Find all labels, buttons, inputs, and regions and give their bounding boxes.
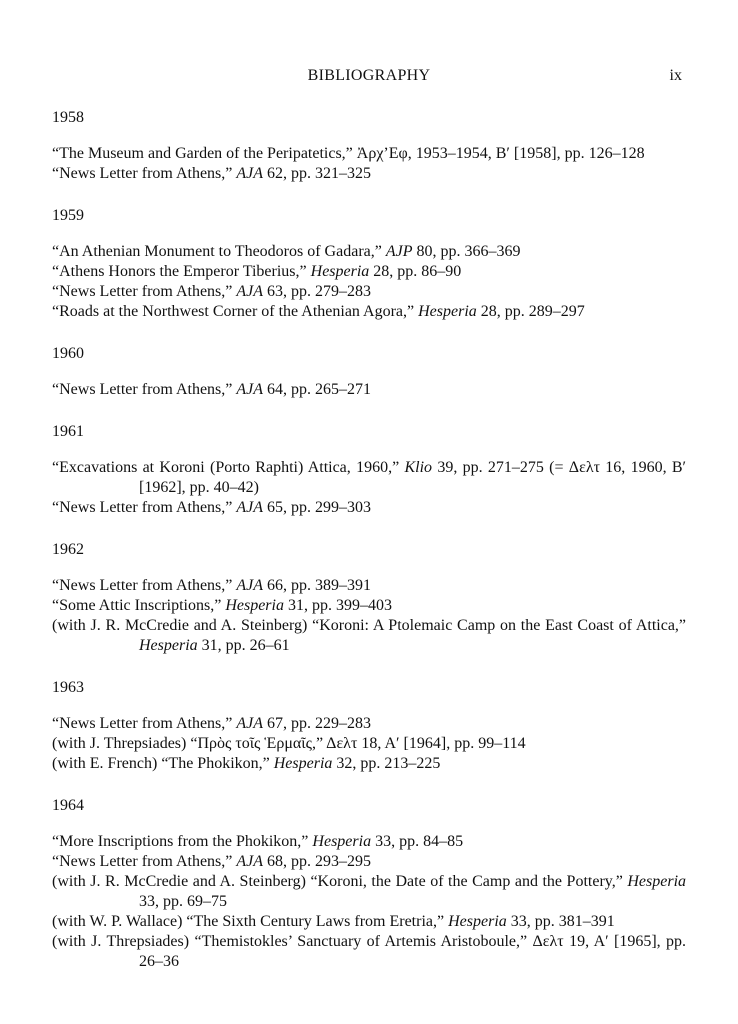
entry-journal: Hesperia: [627, 873, 687, 890]
entry-details: 33, pp. 84–85: [375, 833, 464, 850]
entry-journal: Hesperia: [448, 913, 507, 930]
entry-title: “Athens Honors the Emperor Tiberius,”: [52, 263, 307, 280]
entry-journal: Klio: [404, 459, 433, 476]
bibliography-entry: [52, 262, 686, 282]
entry-journal: Hesperia: [418, 303, 477, 320]
entry-journal: Hesperia: [312, 833, 372, 850]
bibliography-entry: [52, 596, 686, 616]
entry-journal: AJP: [385, 243, 413, 260]
bibliography-entry: [52, 616, 686, 656]
bibliography-entry: [52, 872, 686, 912]
entry-journal: Hesperia: [225, 597, 284, 614]
year-heading-1962: 1962: [52, 541, 84, 558]
bibliography-entry: [52, 164, 686, 184]
bibliography-entry: [52, 144, 686, 164]
entry-details: 68, pp. 293–295: [267, 853, 372, 870]
entry-title: “Some Attic Inscriptions,”: [52, 597, 222, 614]
bibliography-entry: [52, 380, 686, 400]
entries-1958: [52, 144, 686, 184]
entry-details: 67, pp. 229–283: [267, 715, 372, 732]
entry-details: 33, pp. 69–75: [139, 893, 227, 910]
entry-journal: AJA: [236, 715, 264, 732]
entry-details: Δελτ 18, Α′ [1964], pp. 99–114: [326, 735, 526, 752]
entry-coauthors: (with E. French): [52, 755, 158, 772]
entry-journal: Hesperia: [273, 755, 333, 772]
bibliography-entry: [52, 576, 686, 596]
year-heading-1960: 1960: [52, 345, 84, 362]
entry-journal: Hesperia: [139, 637, 198, 654]
entry-details: Δελτ 19, Α′ [1965], pp. 26–36: [139, 933, 687, 970]
entry-journal: Hesperia: [310, 263, 370, 280]
bibliography-entry: [52, 852, 686, 872]
entry-journal: AJA: [236, 577, 264, 594]
page-header-title: BIBLIOGRAPHY: [307, 67, 431, 84]
entry-coauthors: (with J. R. McCredie and A. Steinberg): [52, 873, 306, 890]
entry-journal: AJA: [236, 381, 264, 398]
entries-1963: [52, 714, 686, 774]
entries-1962: [52, 576, 686, 656]
bibliography-entry: [52, 498, 686, 518]
entry-title: “Koroni: A Ptolemaic Camp on the East Coast of Attica,”: [312, 617, 687, 634]
entry-journal: AJA: [236, 283, 264, 300]
bibliography-entry: [52, 458, 686, 498]
entry-title: “News Letter from Athens,”: [52, 165, 233, 182]
year-heading-1964: 1964: [52, 797, 84, 814]
bibliography-entry: [52, 302, 686, 322]
entries-1960: [52, 380, 686, 400]
entry-title: “News Letter from Athens,”: [52, 283, 233, 300]
bibliography-entry: [52, 912, 686, 932]
bibliography-entry: [52, 714, 686, 734]
entry-title: “News Letter from Athens,”: [52, 499, 233, 516]
entry-details: 33, pp. 381–391: [510, 913, 615, 930]
entry-details: 65, pp. 299–303: [267, 499, 372, 516]
entry-journal: AJA: [236, 165, 264, 182]
entry-title: “The Sixth Century Laws from Eretria,”: [186, 913, 445, 930]
bibliography-entry: [52, 832, 686, 852]
bibliography-body: [52, 108, 686, 994]
entry-title: “The Museum and Garden of the Peripatetics,”: [52, 145, 353, 162]
entry-details: 66, pp. 389–391: [267, 577, 372, 594]
entries-1959: [52, 242, 686, 322]
entry-coauthors: (with J. R. McCredie and A. Steinberg): [52, 617, 308, 634]
entry-title: “Excavations at Koroni (Porto Raphti) Attica, 1960,”: [52, 459, 400, 476]
entry-details: 28, pp. 289–297: [480, 303, 585, 320]
entry-details: 32, pp. 213–225: [336, 755, 441, 772]
entry-journal: AJA: [236, 853, 264, 870]
year-heading-1958: 1958: [52, 109, 84, 126]
entry-title: “News Letter from Athens,”: [52, 381, 233, 398]
entry-coauthors: (with W. P. Wallace): [52, 913, 183, 930]
entry-details: 28, pp. 86–90: [373, 263, 462, 280]
entry-title: “Themistokles’ Sanctuary of Artemis Aristoboule,”: [194, 933, 528, 950]
bibliography-entry: [52, 734, 686, 754]
entry-coauthors: (with J. Threpsiades): [52, 735, 187, 752]
entry-details: 31, pp. 26–61: [201, 637, 290, 654]
entry-journal: AJA: [236, 499, 264, 516]
page-number: ix: [669, 67, 682, 84]
entry-title: “An Athenian Monument to Theodoros of Gadara,”: [52, 243, 382, 260]
entry-details: 62, pp. 321–325: [267, 165, 372, 182]
bibliography-entry: [52, 932, 686, 972]
entry-details: 80, pp. 366–369: [416, 243, 521, 260]
year-heading-1963: 1963: [52, 679, 84, 696]
entries-1964: [52, 832, 686, 972]
entry-title: “More Inscriptions from the Phokikon,”: [52, 833, 309, 850]
entry-title: “Πρὸς τοῖς Ἑρμαῖς,”: [190, 735, 324, 752]
entry-details: 63, pp. 279–283: [267, 283, 372, 300]
entry-title: “The Phokikon,”: [161, 755, 270, 772]
entry-title: “News Letter from Athens,”: [52, 853, 233, 870]
entry-title: “News Letter from Athens,”: [52, 715, 233, 732]
entry-coauthors: (with J. Threpsiades): [52, 933, 190, 950]
entry-details: 39, pp. 271–275 (= Δελτ 16, 1960, Β′ [1962], pp. 40–42): [139, 459, 687, 496]
entry-title: “Koroni, the Date of the Camp and the Pottery,”: [310, 873, 623, 890]
year-heading-1959: 1959: [52, 207, 84, 224]
entry-details: 31, pp. 399–403: [287, 597, 392, 614]
bibliography-entry: [52, 754, 686, 774]
year-heading-1961: 1961: [52, 423, 84, 440]
entry-details: 64, pp. 265–271: [267, 381, 372, 398]
entry-title: “News Letter from Athens,”: [52, 577, 233, 594]
entry-title: “Roads at the Northwest Corner of the Athenian Agora,”: [52, 303, 415, 320]
entries-1961: [52, 458, 686, 518]
entry-details: Ἀρχ’Εφ, 1953–1954, Β′ [1958], pp. 126–128: [356, 145, 645, 162]
bibliography-entry: [52, 282, 686, 302]
bibliography-entry: [52, 242, 686, 262]
